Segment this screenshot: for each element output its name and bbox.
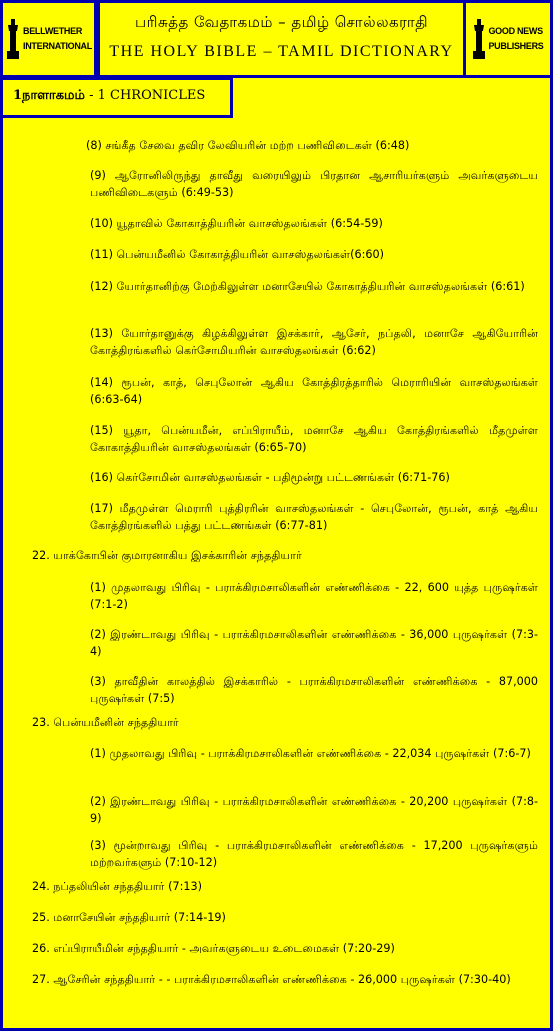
bellwether-logo-box bbox=[0, 0, 97, 78]
section-heading bbox=[0, 77, 233, 118]
list-item: (2) இரண்டாவது பிரிவு - பராக்கிரமசாலிகளின் எண்ணிக்கை - 20,200 புருஷர்கள் (7:8-9) bbox=[90, 795, 538, 825]
list-item: 23. பென்யமீனின் சந்ததியார் bbox=[32, 716, 179, 729]
publisher-logo-icon bbox=[472, 17, 486, 61]
list-item: (3) மூன்றாவது பிரிவு - பராக்கிரமசாலிகளின் எண்ணிக்கை - 17,200 புருஷர்களும் மற்றவர்களும் (7:10-12) bbox=[90, 839, 538, 869]
list-item: (14) ரூபன், காத், செபுலோன் ஆகிய கோத்திரத்தாரில் மெராரியின் வாசஸ்தலங்கள் (6:63-64) bbox=[90, 376, 538, 406]
title-english: THE HOLY BIBLE – TAMIL DICTIONARY bbox=[109, 43, 454, 60]
title-tamil: பரிசுத்த வேதாகமம் – தமிழ் சொல்லகராதி bbox=[134, 13, 428, 31]
section-tamil: 1நாளாகமம் bbox=[13, 88, 85, 103]
list-item: (1) முதலாவது பிரிவு - பராக்கிரமசாலிகளின் எண்ணிக்கை - 22, 600 யுத்த புருஷர்கள் (7:1-2) bbox=[90, 581, 538, 611]
list-item: 26. எப்பிராயீமின் சந்ததியார் - அவர்களுடைய உடைமைகள் (7:20-29) bbox=[32, 942, 395, 955]
list-item: (11) பென்யமீனில் கோகாத்தியரின் வாசஸ்தலங்கள்(6:60) bbox=[90, 248, 384, 261]
list-item: 25. மனாசேயின் சந்ததியார் (7:14-19) bbox=[32, 911, 226, 924]
list-item: 22. யாக்கோபின் குமாரனாகிய இசக்காரின் சந்ததியார் bbox=[32, 549, 302, 562]
list-item: (13) யோர்தானுக்கு கிழக்கிலுள்ள இசக்கார், ஆசேர், நப்தலி, மனாசே ஆகியோரின் கோத்திரங்களில் கெர்சோமியரின் வாசஸ்தலங்கள் (6:62) bbox=[90, 327, 538, 357]
logo-line-2: INTERNATIONAL bbox=[23, 41, 92, 51]
title-box bbox=[97, 0, 466, 78]
list-item: (16) கெர்சோமின் வாசஸ்தலங்கள் - பதிமூன்று பட்டணங்கள் (6:71-76) bbox=[90, 471, 450, 484]
list-item: (10) யூதாவில் கோகாத்தியரின் வாசஸ்தலங்கள் (6:54-59) bbox=[90, 217, 383, 230]
section-english: - 1 CHRONICLES bbox=[89, 88, 206, 103]
list-item: (2) இரண்டாவது பிரிவு - பராக்கிரமசாலிகளின் எண்ணிக்கை - 36,000 புருஷர்கள் (7:3-4) bbox=[90, 628, 538, 658]
list-item: (17) மீதமுள்ள மெராரி புத்திரரின் வாசஸ்தலங்கள் - செபுலோன், ரூபன், காத் ஆகிய கோத்திரங்களில் பத்து பட்டணங்கள் (6:77-81) bbox=[90, 502, 538, 532]
list-item: (1) முதலாவது பிரிவு - பராக்கிரமசாலிகளின் எண்ணிக்கை - 22,034 புருஷர்கள் (7:6-7) bbox=[90, 747, 531, 760]
list-item: 27. ஆசேரின் சந்ததியார் - - பராக்கிரமசாலிகளின் எண்ணிக்கை - 26,000 புருஷர்கள் (7:30-40) bbox=[32, 973, 511, 986]
list-item: (8) சங்கீத சேவை தவிர லேவியரின் மற்ற பணிவிடைகள் (6:48) bbox=[86, 139, 410, 152]
logo-line-1: BELLWETHER bbox=[23, 26, 83, 36]
list-item: (3) தாவீதின் காலத்தில் இசக்காரில் - பராக்கிரமசாலிகளின் எண்ணிக்கை - 87,000 புருஷர்கள் (7:5) bbox=[90, 675, 538, 705]
right-logo-line-1: GOOD NEWS bbox=[488, 26, 543, 36]
right-logo-line-2: PUBLISHERS bbox=[488, 41, 544, 51]
bell-tower-icon bbox=[5, 17, 21, 61]
good-news-logo-box bbox=[463, 0, 553, 78]
list-item: (12) யோர்தானிற்கு மேற்கிலுள்ள மனாசேயில் கோகாத்தியரின் வாசஸ்தலங்கள் (6:61) bbox=[90, 280, 525, 293]
list-item: (9) ஆரோனிலிருந்து தாவீது வரையிலும் பிரதான ஆசாரியர்களும் அவர்களுடைய பணிவிடைகளும் (6:49-53) bbox=[90, 169, 538, 199]
list-item: (15) யூதா, பென்யமீன், எப்பிராயீம், மனாசே ஆகிய கோத்திரங்களில் மீதமுள்ள கோகாத்தியரின் வாசஸ்தலங்கள் (6:65-70) bbox=[90, 424, 538, 454]
list-item: 24. நப்தலியின் சந்ததியார் (7:13) bbox=[32, 880, 202, 893]
